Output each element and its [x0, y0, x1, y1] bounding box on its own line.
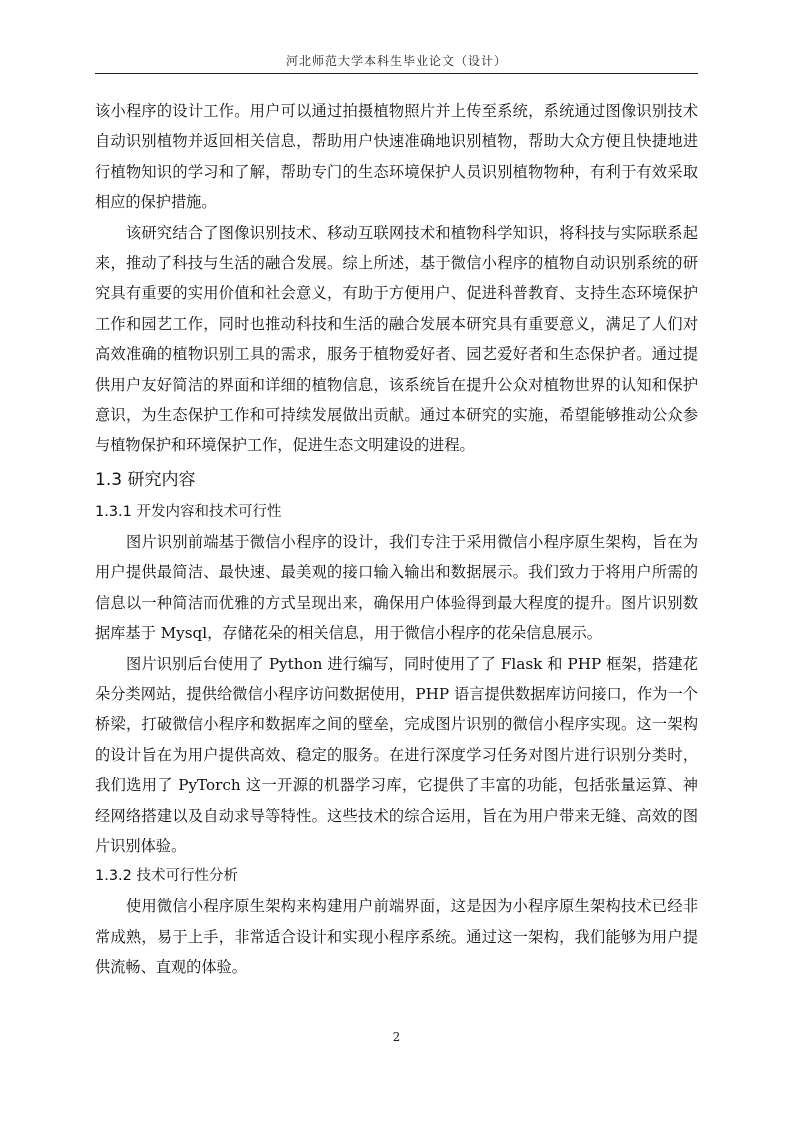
subsection-heading-dev-content: 1.3.1 开发内容和技术可行性: [95, 503, 282, 520]
page-number: 2: [392, 1030, 401, 1044]
section-heading-research-content: 1.3 研究内容: [95, 469, 196, 490]
subsection-heading-tech-feasibility: 1.3.2 技术可行性分析: [95, 868, 239, 885]
paragraph-tech-feasibility: 使用微信小程序原生架构来构建用户前端界面，这是因为小程序原生架构技术已经非常成熟，易于上手，非常适合设计和实现小程序系统。通过这一架构，我们能够为用户提供流畅、直观的体验。: [95, 897, 698, 977]
paragraph-research-significance: 该研究结合了图像识别技术、移动互联网技术和植物科学知识，将科技与实际联系起来，推动了科技与生活的融合发展。综上所述，基于微信小程序的植物自动识别系统的研究具有重要的实用价值和社会意义，有助于方便用户、促进科普教育、支持生态环境保护工作和园艺工作，同时也推动科技和生活的融合发展本研究具有重要意义，满足了人们对高效准确的植物识别工具的需求，服务于植物爱好者、园艺爱好者和生态保护者。通过提供用户友好简洁的界面和详细的植物信息，该系统旨在提升公众对植物世界的认知和保护意识，为生态保护工作和可持续发展做出贡献。通过本研究的实施，希望能够推动公众参与植物保护和环境保护工作，促进生态文明建设的进程。: [95, 223, 698, 455]
header-divider: [95, 73, 698, 74]
paragraph-intro-continued: 该小程序的设计工作。用户可以通过拍摄植物照片并上传至系统，系统通过图像识别技术自动识别植物并返回相关信息，帮助用户快速准确地识别植物，帮助大众方便且快捷地进行植物知识的学习和了解，帮助专门的生态环境保护人员识别植物物种，有利于有效采取相应的保护措施。: [95, 102, 698, 212]
page-header: 河北师范大学本科生毕业论文（设计）: [285, 54, 507, 68]
paragraph-backend: 图片识别后台使用了 Python 进行编写，同时使用了了 Flask 和 PHP 框架，搭建花朵分类网站，提供给微信小程序访问数据使用，PHP 语言提供数据库访问接口，作为一个桥梁，打破微信小程序和数据库之间的壁垒，完成图片识别的微信小程序实现。这一架构的设计旨在为用户提供高效、稳定的服务。在进行深度学习任务对图片进行识别分类时，我们选用了 PyTorch 这一开源的机器学习库，它提供了丰富的功能，包括张量运算、神经网络搭建以及自动求导等特性。这些技术的综合运用，旨在为用户带来无缝、高效的图片识别体验。: [95, 654, 698, 855]
page-body: [95, 96, 698, 983]
paragraph-frontend: 图片识别前端基于微信小程序的设计，我们专注于采用微信小程序原生架构，旨在为用户提供最简洁、最快速、最美观的接口输入输出和数据展示。我们致力于将用户所需的信息以一种简洁而优雅的方式呈现出来，确保用户体验得到最大程度的提升。图片识别数据库基于 Mysql，存储花朵的相关信息，用于微信小程序的花朵信息展示。: [95, 532, 698, 643]
